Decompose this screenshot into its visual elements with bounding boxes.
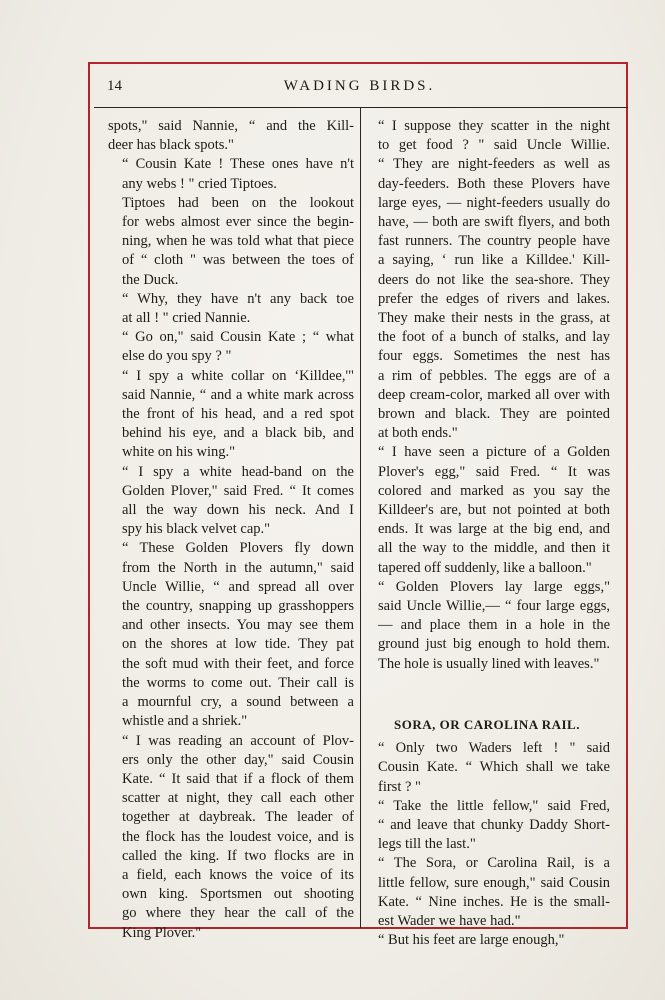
- text-line: a saying, ‘ run like a Killdee.' Kill-: [378, 252, 610, 269]
- text-line: own king. Sportsmen out shooting: [122, 886, 354, 903]
- header-rule: [94, 107, 628, 108]
- text-line: scatter at night, they call each other: [122, 790, 354, 807]
- paragraph: [364, 854, 610, 931]
- text-line: ning, when he was told what that piece: [122, 233, 354, 250]
- text-line: the foot of a bunch of stalks, and lay: [378, 329, 610, 346]
- text-line: “ These Golden Plovers fly down: [122, 540, 354, 557]
- text-line: “ Cousin Kate ! These ones have n't: [122, 156, 354, 173]
- text-line: said Nannie, “ and a white mark across: [122, 386, 354, 403]
- paragraph: [108, 290, 354, 328]
- text-line: any webs ! " cried Tiptoes.: [122, 175, 277, 192]
- text-line: the Duck.: [122, 271, 179, 288]
- text-line: day-feeders. Both these Plovers have: [378, 175, 610, 192]
- text-line: all the way to the middle, and then it: [378, 540, 610, 557]
- text-line: They make their nests in the grass, at: [378, 310, 610, 327]
- paragraph: [108, 194, 354, 290]
- text-line: Tiptoes had been on the lookout: [122, 194, 354, 211]
- running-title: WADING BIRDS.: [283, 78, 436, 94]
- text-line: “ They are night-feeders as well as: [378, 156, 610, 173]
- text-line: “ I spy a white head-band on the: [122, 463, 354, 480]
- text-line: first ? ": [378, 778, 421, 795]
- text-line: spy his black velvet cap.": [122, 521, 271, 538]
- text-line: a rim of pebbles. The eggs are of a: [378, 367, 610, 384]
- text-line: Plover's egg," said Fred. “ It was: [378, 463, 610, 480]
- text-line: Killdeer's are, but not pointed at both: [378, 502, 610, 519]
- text-line: colored and marked as you say the: [378, 482, 610, 499]
- text-line: the worms to come out. Their call is: [122, 674, 354, 691]
- text-line: four eggs. Sometimes the nest has: [378, 348, 610, 365]
- page-number: 14: [107, 78, 122, 94]
- text-line: at both ends.": [378, 425, 458, 442]
- text-line: and other insects. You may see them: [122, 617, 354, 634]
- text-line: ground just big enough to hold them.: [378, 636, 610, 653]
- text-line: for webs almost ever since the begin-: [122, 214, 354, 231]
- text-line: Uncle Willie, “ and spread all over: [122, 578, 354, 595]
- text-line: tapered off suddenly, like a balloon.": [378, 559, 592, 576]
- text-line: fast runners. The country people have: [378, 233, 610, 250]
- text-line: deer has black spots.": [108, 137, 234, 154]
- text-line: at all ! " cried Nannie.: [122, 310, 251, 327]
- paragraph: [108, 328, 354, 366]
- text-line: “ and leave that chunky Daddy Short-: [378, 816, 610, 833]
- text-line: have, — both are swift flyers, and both: [378, 214, 610, 231]
- text-line: a field, each knows the voice of its: [122, 866, 354, 883]
- text-line: the soft mud with their feet, and force: [122, 655, 354, 672]
- text-line: “ Why, they have n't any back toe: [122, 290, 354, 307]
- left-column: [108, 117, 354, 943]
- text-line: King Plover.": [122, 924, 202, 941]
- text-line: “ But his feet are large enough,": [378, 932, 565, 949]
- text-line: ers only the other day," said Cousin: [122, 751, 354, 768]
- text-line: est Wader we have had.": [378, 912, 521, 929]
- text-line: ends. It was large at the big end, and: [378, 521, 610, 538]
- paragraph: [364, 931, 610, 950]
- paragraph: [108, 117, 354, 155]
- text-line: prefer the edges of rivers and lakes.: [378, 290, 610, 307]
- text-line: said Uncle Willie,— “ four large eggs,: [378, 598, 610, 615]
- text-line: “ Only two Waders left ! " said: [378, 740, 610, 757]
- text-line: “ I have seen a picture of a Golden: [378, 444, 610, 461]
- text-line: — and place them in a hole in the: [378, 617, 610, 634]
- paragraph: [364, 443, 610, 577]
- text-line: whistle and a shriek.": [122, 713, 248, 730]
- text-line: legs till the last.": [378, 836, 476, 853]
- text-line: “ Golden Plovers lay large eggs,": [378, 578, 610, 595]
- text-line: deep cream-color, marked all over with: [378, 386, 610, 403]
- text-line: “ Go on," said Cousin Kate ; “ what: [122, 329, 354, 346]
- text-line: little fellow, sure enough," said Cousin: [378, 874, 610, 891]
- paragraph: [364, 117, 610, 443]
- text-line: deers do not like the sea-shore. They: [378, 271, 610, 288]
- paragraph: [364, 739, 610, 797]
- text-line: behind his eye, and a black bib, and: [122, 425, 354, 442]
- right-column: [364, 117, 610, 950]
- text-line: Kate. “ Nine inches. He is the small-: [378, 893, 610, 910]
- text-line: to get food ? " said Uncle Willie.: [378, 137, 610, 154]
- paragraph: [364, 578, 610, 674]
- text-line: the country, snapping up grasshoppers: [122, 598, 354, 615]
- paragraph: [108, 367, 354, 463]
- text-line: white on his wing.": [122, 444, 236, 461]
- text-line: “ I spy a white collar on ‘Killdee,'": [122, 367, 354, 384]
- text-line: of “ cloth " was between the toes of: [122, 252, 354, 269]
- text-line: called the king. If two flocks are in: [122, 847, 354, 864]
- text-line: together at daybreak. The leader of: [122, 809, 354, 826]
- text-line: else do you spy ? ": [122, 348, 232, 365]
- text-line: Golden Plover," said Fred. “ It comes: [122, 482, 354, 499]
- text-line: brown and black. They are pointed: [378, 406, 610, 423]
- paragraph: [108, 732, 354, 943]
- text-line: “ I suppose they scatter in the night: [378, 118, 610, 134]
- text-line: Kate. “ It said that if a flock of them: [122, 770, 354, 787]
- text-line: a mournful cry, a sound between a: [122, 694, 354, 711]
- text-line: the front of his head, and a red spot: [122, 406, 354, 423]
- paragraph: [108, 155, 354, 193]
- text-line: “ The Sora, or Carolina Rail, is a: [378, 855, 610, 872]
- text-line: go where they hear the call of the: [122, 905, 354, 922]
- page-header: [107, 78, 612, 102]
- text-line: all the way down his neck. And I: [122, 502, 354, 519]
- text-line: the flock has the loudest voice, and is: [122, 828, 354, 845]
- text-line: “ Take the little fellow," said Fred,: [378, 797, 610, 814]
- text-line: The hole is usually lined with leaves.": [378, 655, 600, 672]
- text-line: on the shores at low tide. They pat: [122, 636, 354, 653]
- paragraph: [364, 797, 610, 855]
- text-line: from the North in the autumn," said: [122, 559, 354, 576]
- text-line: Cousin Kate. “ Which shall we take: [378, 759, 610, 776]
- section-heading: SORA, OR CAROLINA RAIL.: [394, 716, 580, 732]
- column-divider: [360, 108, 361, 928]
- text-line: “ I was reading an account of Plov-: [122, 732, 354, 749]
- text-line: large eyes, — night-feeders usually do: [378, 194, 610, 211]
- paragraph: [108, 539, 354, 731]
- paragraph: [108, 463, 354, 540]
- text-line: spots," said Nannie, “ and the Kill-: [108, 118, 354, 134]
